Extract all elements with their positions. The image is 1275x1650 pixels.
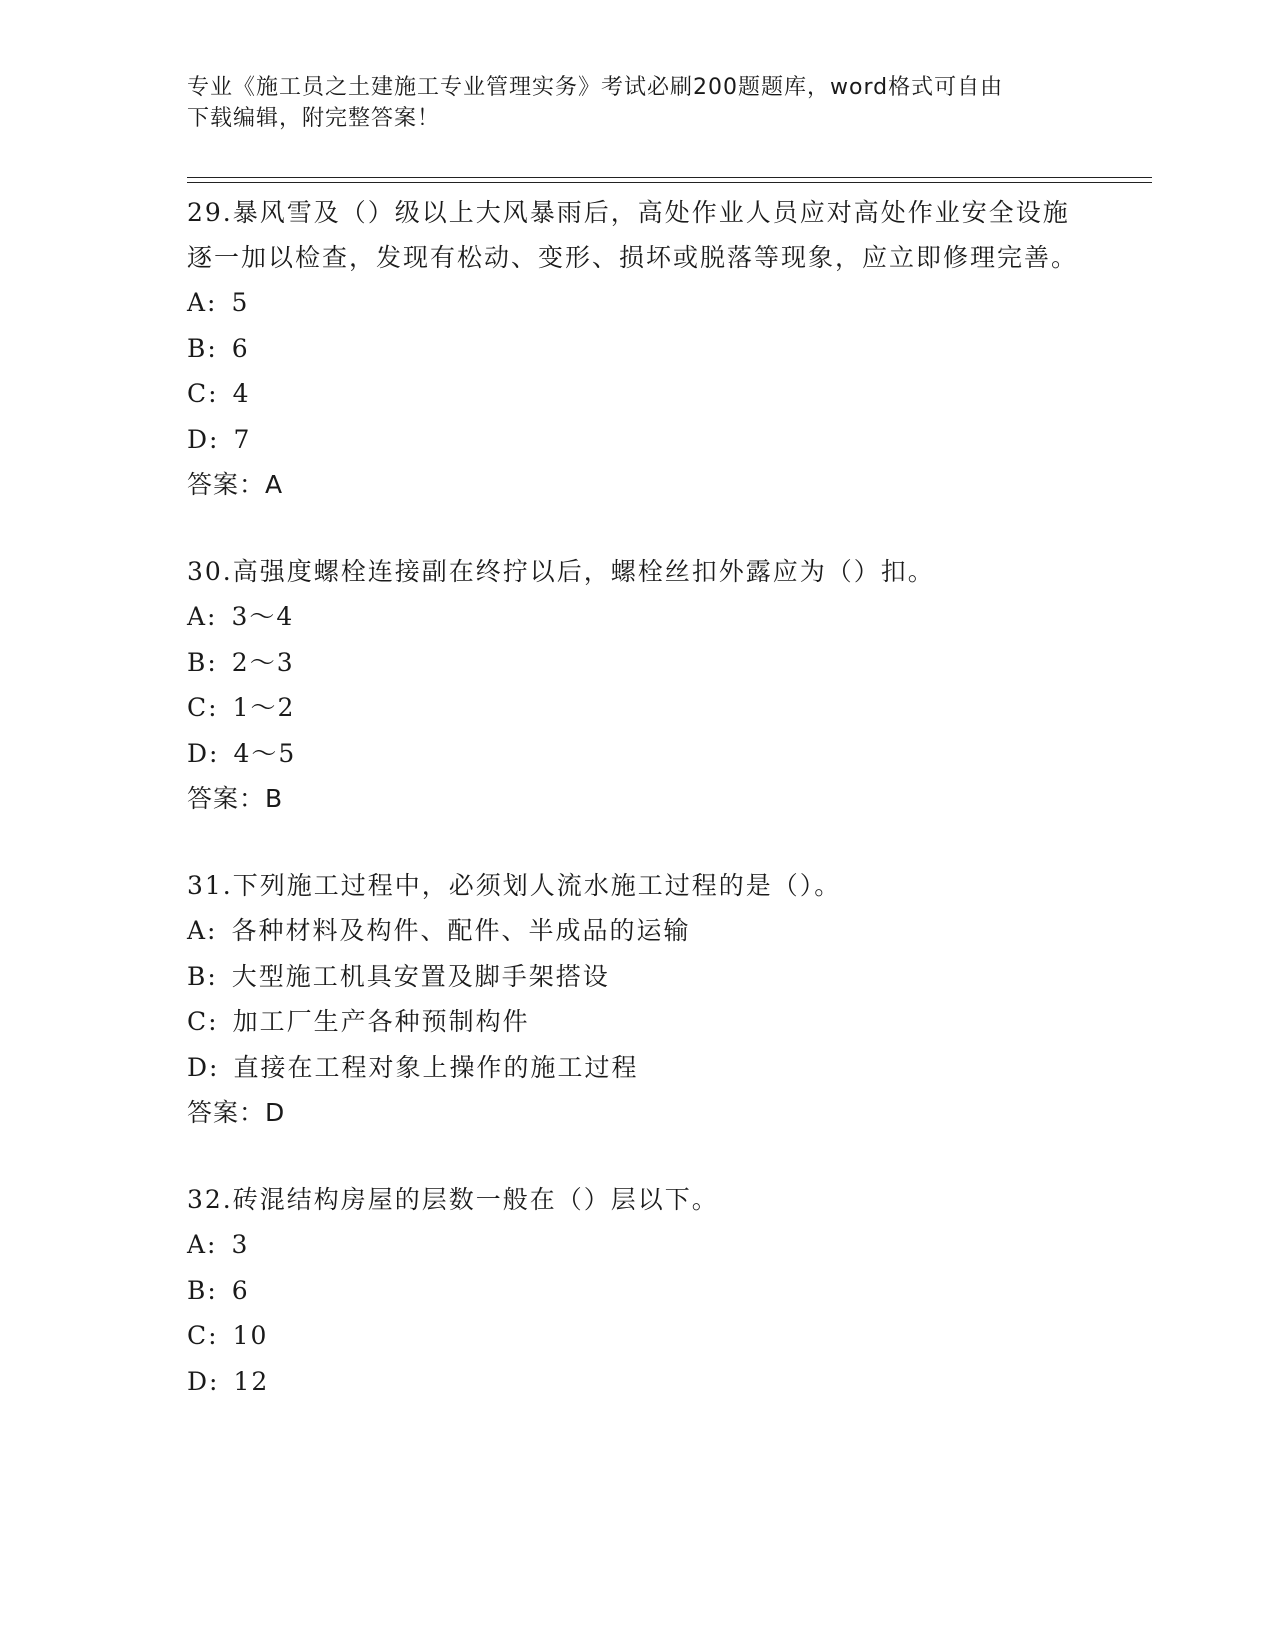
answer-label: 答案：D xyxy=(187,1098,286,1127)
option-a: A: 3 xyxy=(187,1230,250,1259)
answer-label: 答案：A xyxy=(187,470,284,499)
option-d: D: 直接在工程对象上操作的施工过程 xyxy=(187,1052,639,1082)
header-divider-bottom xyxy=(187,182,1152,183)
option-a: A: 5 xyxy=(187,288,250,317)
option-c: C: 4 xyxy=(187,379,251,408)
question-list xyxy=(187,190,1087,1446)
option-a: A: 各种材料及构件、配件、半成品的运输 xyxy=(187,916,691,945)
header-line-2: 下载编辑，附完整答案！ xyxy=(187,106,441,131)
question-text: 29.暴风雪及（）级以上大风暴雨后，高处作业人员应对高处作业安全设施逐一加以检查，发现有松动、变形、损坏或脱落等现象，应立即修理完善。 xyxy=(187,198,1079,272)
option-d: D: 4～5 xyxy=(187,738,297,768)
option-d: D: 7 xyxy=(187,424,252,454)
answer-label: 答案：B xyxy=(187,784,284,813)
option-b: B: 大型施工机具安置及脚手架搭设 xyxy=(187,961,610,991)
option-b: B: 6 xyxy=(187,1275,250,1305)
option-b: B: 6 xyxy=(187,333,250,363)
header-divider-top xyxy=(187,177,1152,178)
question-31 xyxy=(187,863,1087,1135)
question-text: 32.砖混结构房屋的层数一般在（）层以下。 xyxy=(187,1185,719,1214)
question-text: 30.高强度螺栓连接副在终拧以后，螺栓丝扣外露应为（）扣。 xyxy=(187,557,935,586)
option-c: C: 10 xyxy=(187,1321,269,1350)
option-d: D: 12 xyxy=(187,1366,270,1396)
option-a: A: 3～4 xyxy=(187,602,295,631)
option-c: C: 1～2 xyxy=(187,693,296,722)
question-32 xyxy=(187,1177,1087,1404)
question-30 xyxy=(187,549,1087,821)
document-header xyxy=(187,72,1087,134)
question-29 xyxy=(187,190,1087,507)
option-b: B: 2～3 xyxy=(187,647,295,677)
question-text: 31.下列施工过程中，必须划人流水施工过程的是（）。 xyxy=(187,871,842,900)
header-line-1: 专业《施工员之土建施工专业管理实务》考试必刷200题题库，word格式可自由 xyxy=(187,75,1004,100)
option-c: C: 加工厂生产各种预制构件 xyxy=(187,1007,530,1036)
